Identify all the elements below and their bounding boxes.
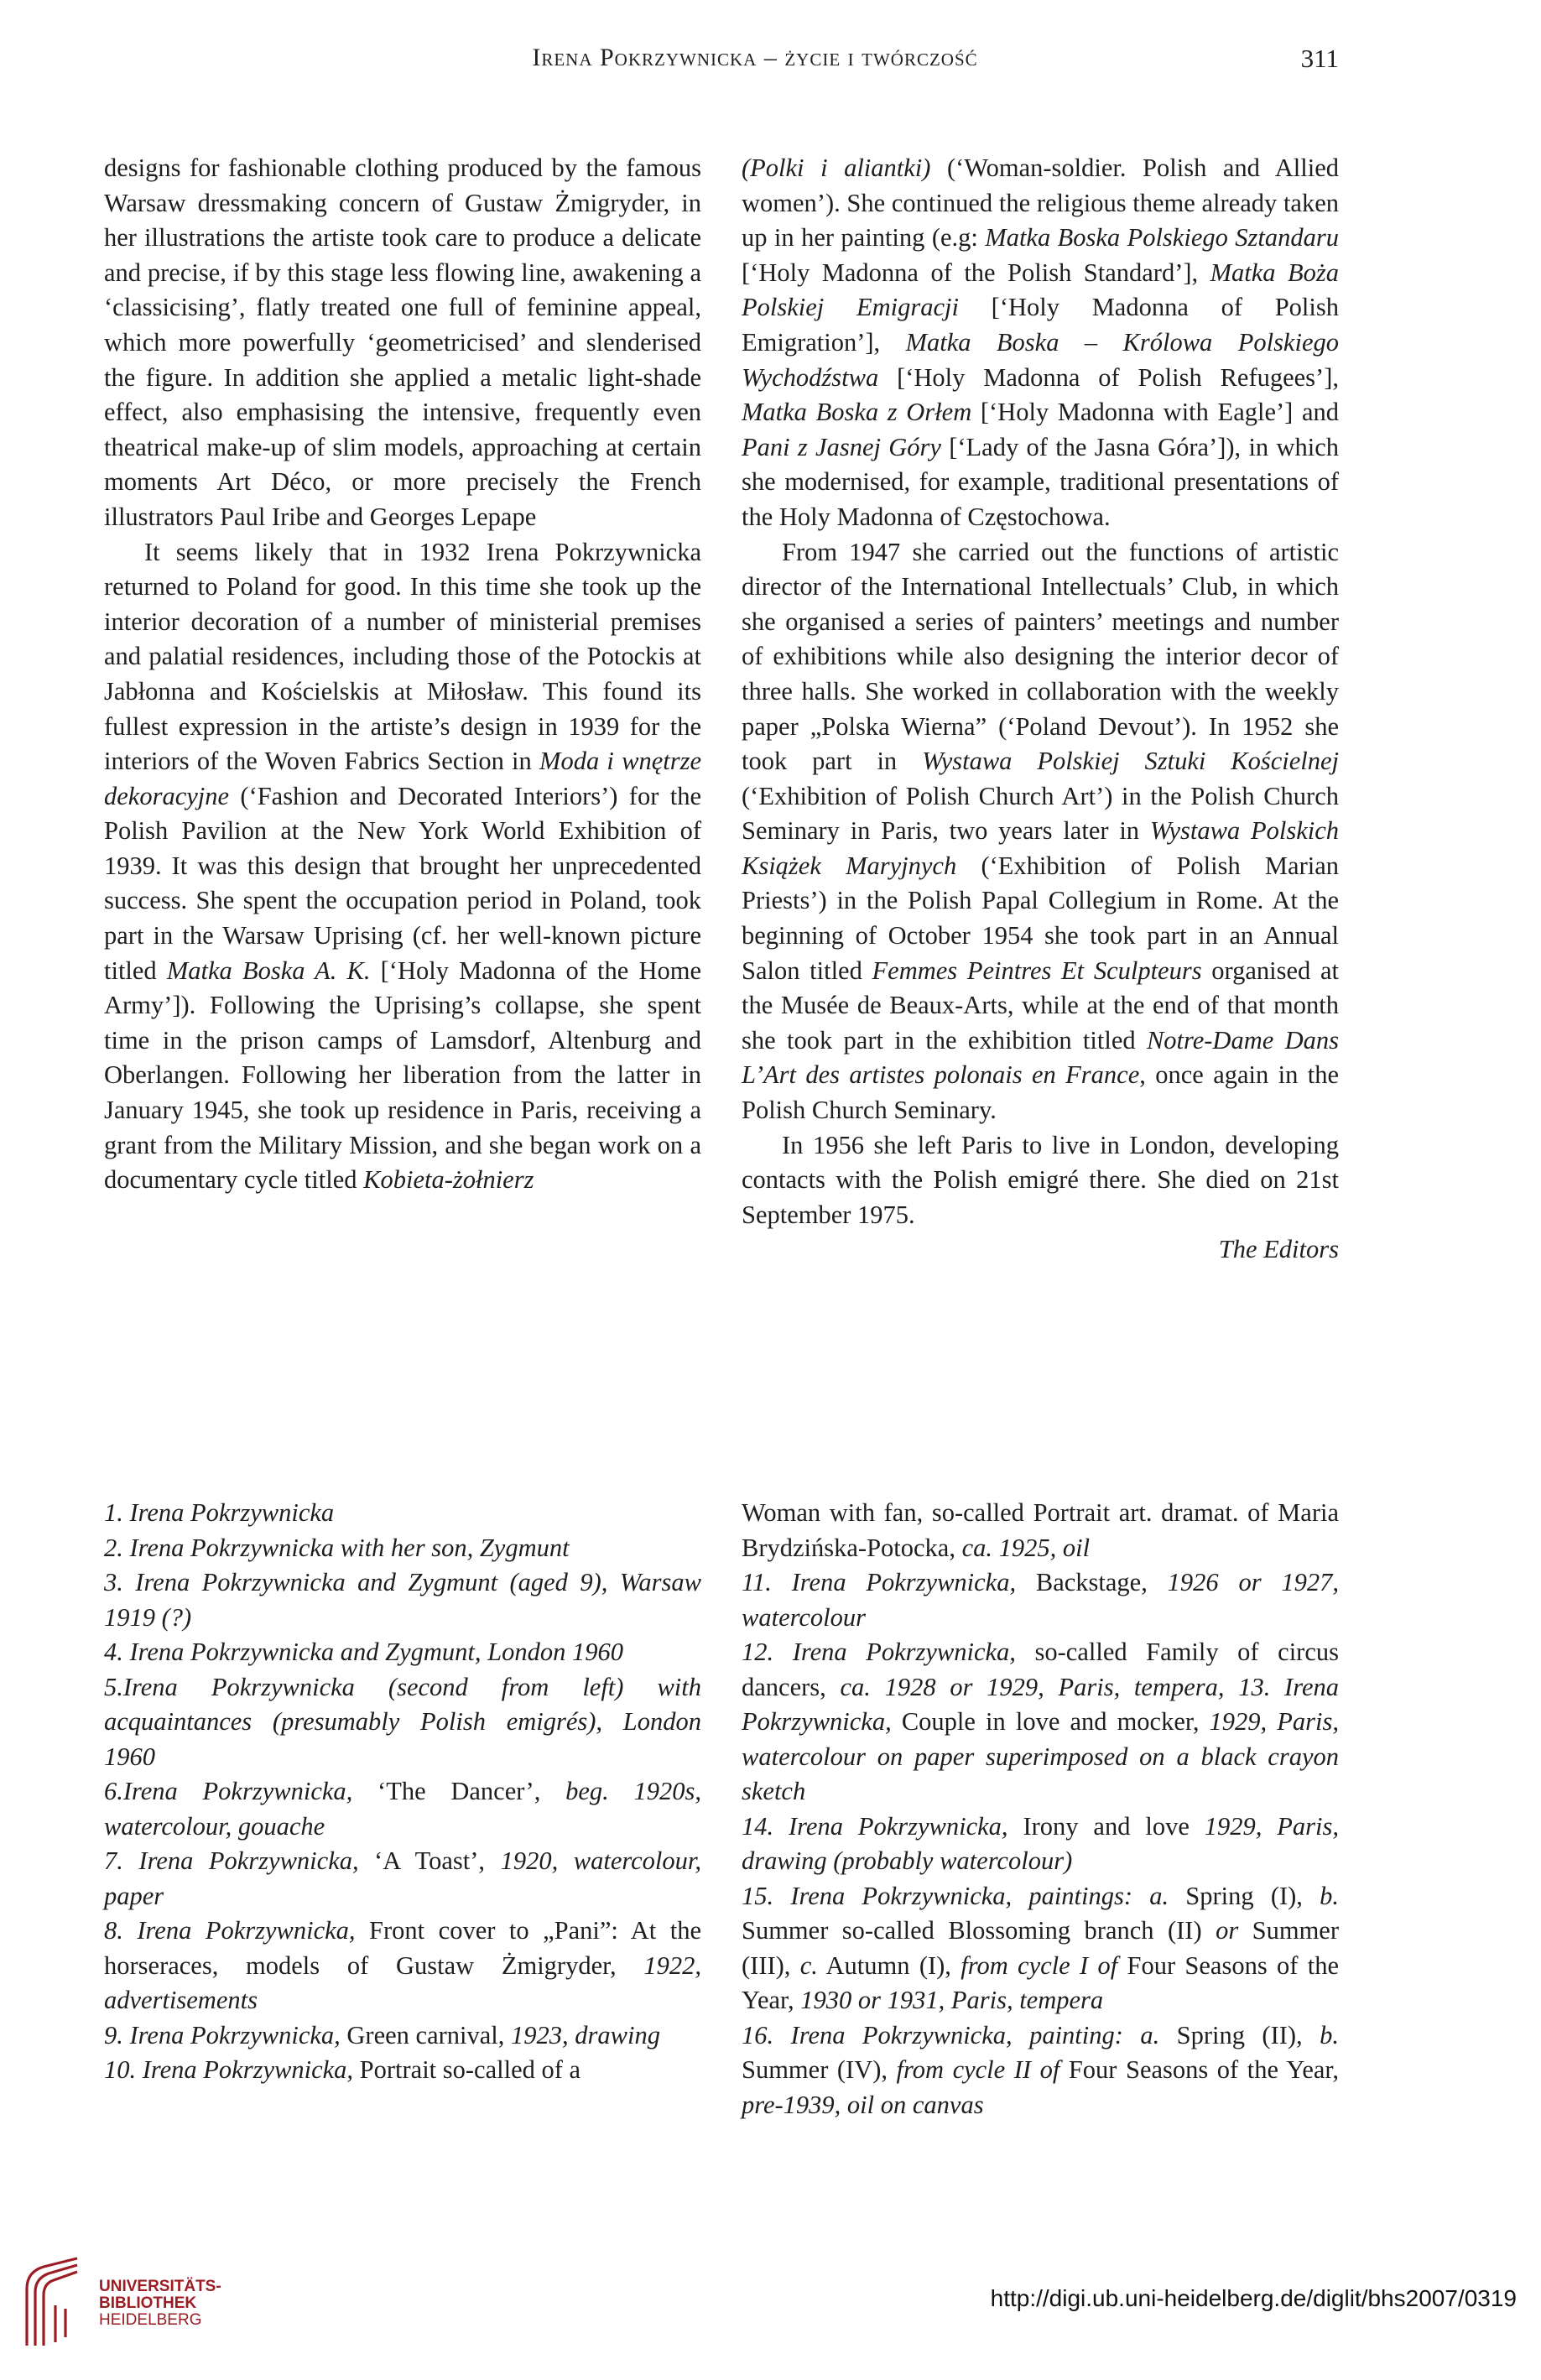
text-run: (‘Exhibition of Polish Marian Priests’) in the Polish Papal Collegium in Rome. At the beginning of October 1954 she took part in an Annual Salon titled <box>742 851 1339 985</box>
caption-text: 10. Irena Pokrzywnicka, <box>104 2055 354 2084</box>
signature-the-editors: The Editors <box>1218 1235 1339 1264</box>
caption-text: 1923, drawing <box>511 2020 660 2049</box>
caption-item <box>742 1565 1339 1635</box>
caption-text: Spring (II), <box>1159 2020 1320 2049</box>
text-run: [‘Holy Madonna with Eagle’] and <box>971 398 1339 427</box>
caption-text: 6.Irena Pokrzywnicka, <box>104 1777 353 1805</box>
caption-item <box>742 1496 1339 1565</box>
italic-title: Matka Boża Polskiej Emigracji <box>742 258 1340 322</box>
caption-text: c. <box>799 1950 818 1980</box>
caption-text: 15. Irena Pokrzywnicka, paintings: a. <box>742 1881 1169 1910</box>
library-logo-text <box>99 2278 221 2329</box>
caption-item <box>104 1844 701 1914</box>
text-run: (‘Fashion and Decorated Interiors’) for the Polish Pavilion at the New York World Exhibition of 1939. It was this design that brought her unprecedented success. She spent the occupation period in Poland, took part in the Warsaw Uprising (cf. her well-known picture titled <box>104 781 701 985</box>
logo-line: BIBLIOTHEK <box>99 2294 197 2312</box>
italic-title: Femmes Peintres Et Sculpteurs <box>872 956 1202 985</box>
caption-text: 1. Irena Pokrzywnicka <box>104 1498 335 1527</box>
caption-text: 16. Irena Pokrzywnicka, painting: a. <box>742 2020 1160 2049</box>
caption-text: b. <box>1320 1881 1339 1910</box>
text-run: [‘Holy Madonna of Polish Refugees’], <box>878 362 1339 392</box>
caption-text: pre-1939, oil on canvas <box>742 2090 984 2119</box>
caption-text: from cycle I of <box>961 1950 1118 1980</box>
caption-text: 9. Irena Pokrzywnicka, <box>104 2020 341 2049</box>
body-column-left <box>104 151 701 1198</box>
running-header <box>0 40 1541 82</box>
caption-item <box>104 2053 701 2088</box>
caption-text: Woman with fan, so-called Portrait art. dramat. of Maria Brydzińska-Potocka, <box>742 1498 1339 1562</box>
caption-text: 7. Irena Pokrzywnicka, <box>104 1846 359 1875</box>
text-run: organised at the Musée de Beaux-Arts, while at the end of that month she took part in the exhibition titled <box>742 956 1339 1055</box>
text-run: [‘Holy Madonna of the Home Army’]). Following the Uprising’s collapse, she spent time in the prison camps of Lamsdorf, Altenburg and Oberlangen. Following her liberation from the latter in January 1945, she took up residence in Paris, receiving a grant from the Military Mission, and she began work on a documentary cycle titled <box>104 956 702 1195</box>
text-run: [‘Holy Madonna of the Polish Standard’], <box>742 258 1210 287</box>
caption-text: Summer (III), <box>742 1916 1339 1980</box>
paragraph <box>742 535 1339 1128</box>
page-number: 311 <box>1300 44 1339 73</box>
caption-item <box>742 1879 1339 2018</box>
caption-text: 4. Irena Pokrzywnicka and Zygmunt, London 1960 <box>104 1638 623 1666</box>
captions-column-left <box>104 1496 701 2088</box>
captions-column-right <box>742 1496 1339 2122</box>
text-run: (‘Woman-soldier. Polish and Allied women’). She continued the religious theme already taken up in her painting (e.g: <box>742 154 1339 253</box>
paragraph: In 1956 she left Paris to live in London, developing contacts with the Polish emigré there. She died on 21st September 1975. <box>742 1130 1339 1229</box>
text-run: [‘Holy Madonna of Polish Emigration’], <box>742 293 1339 357</box>
caption-text: 12. Irena Pokrzywnicka, <box>742 1638 1016 1666</box>
caption-item <box>742 1635 1339 1810</box>
caption-text: Green carnival, <box>340 2020 512 2049</box>
library-logo-icon <box>18 2255 84 2349</box>
caption-item <box>742 1810 1339 1879</box>
logo-line: HEIDELBERG <box>99 2311 202 2329</box>
caption-text: Spring (I), <box>1169 1881 1320 1910</box>
caption-item <box>104 1914 701 2018</box>
italic-title: Pani z Jasnej Góry <box>742 432 941 461</box>
caption-text: Summer so-called Blossoming branch (II) <box>742 1916 1216 1945</box>
italic-title: Matka Boska z Orłem <box>742 398 972 427</box>
caption-text: 3. Irena Pokrzywnicka and Zygmunt (aged 9), Warsaw 1919 (?) <box>104 1568 701 1632</box>
body-column-right <box>742 151 1339 1268</box>
caption-text: Irony and love <box>1007 1811 1205 1841</box>
caption-text: 1929, Paris, watercolour on paper superimposed on a black crayon sketch <box>742 1707 1339 1805</box>
caption-text: 1922, advertisements <box>104 1950 701 2014</box>
text-run: , once again in the Polish Church Seminary. <box>742 1060 1339 1125</box>
running-title: Irena Pokrzywnicka – życie i twórczość <box>532 44 978 71</box>
caption-text: ca. 1928 or 1929, Paris, tempera, 13. Irena Pokrzywnicka, <box>742 1672 1339 1736</box>
caption-text: from cycle II of <box>896 2055 1060 2084</box>
text-run: From 1947 she carried out the functions of artistic director of the International Intellectuals’ Club, in which she organised a series of painters’ meetings and number of exhibitions while also designing the interior decor of three halls. She worked in collaboration with the weekly paper „Polska Wierna” (‘Poland Devout’). In 1952 she took part in <box>742 537 1339 776</box>
caption-item <box>742 2018 1339 2123</box>
caption-text: so-called Family of circus dancers, <box>742 1638 1339 1701</box>
caption-text: 14. Irena Pokrzywnicka, <box>742 1811 1008 1841</box>
caption-item <box>104 1496 701 1531</box>
caption-item <box>104 1531 701 1566</box>
caption-text: Four Seasons of the Year, <box>1059 2055 1339 2084</box>
caption-text: Front cover to „Pani”: At the horseraces, models of Gustaw Żmigryder, <box>104 1916 701 1980</box>
italic-title: Moda i wnętrze dekoracyjne <box>104 747 702 810</box>
italic-title: Wystawa Polskich Książek Maryjnych <box>742 816 1339 880</box>
paragraph <box>104 535 701 1198</box>
logo-line: UNIVERSITÄTS- <box>99 2278 221 2295</box>
caption-text: Summer (IV), <box>742 2055 897 2084</box>
caption-text: 5.Irena Pokrzywnicka (second from left) with acquaintances (presumably Polish emigrés), London 1960 <box>104 1672 701 1771</box>
caption-item <box>104 2018 701 2054</box>
italic-title: Matka Boska Polskiego Sztandaru <box>985 223 1339 253</box>
paragraph: designs for fashionable clothing produced by the famous Warsaw dressmaking concern of Gustaw Żmigryder, in her illustrations the artiste took care to produce a delicate and precise, if by this stage less flowing line, awakening a ‘classicising’, flatly treated one full of feminine appeal, which more powerfully ‘geometricised’ and slenderised the figure. In addition she applied a metalic light-shade effect, also emphasising the intensive, frequently even theatrical make-up of slim models, approaching at certain moments Art Déco, or more precisely the French illustrators Paul Iribe and Georges Lepape <box>104 154 701 531</box>
caption-item <box>104 1635 701 1670</box>
caption-text: 2. Irena Pokrzywnicka with her son, Zygmunt <box>104 1533 570 1562</box>
library-logo[interactable] <box>18 2255 237 2356</box>
italic-title: Matka Boska A. K. <box>166 956 371 985</box>
text-run: (‘Exhibition of Polish Church Art’) in the Polish Church Seminary in Paris, two years later in <box>742 781 1339 846</box>
italic-title: Kobieta-żołnierz <box>363 1165 534 1195</box>
caption-text: Four Seasons of the Year, <box>742 1950 1339 2014</box>
caption-item <box>104 1565 701 1635</box>
paragraph <box>742 151 1339 535</box>
caption-text: ca. 1925, oil <box>961 1533 1091 1562</box>
caption-text: 1920, watercolour, paper <box>104 1846 701 1910</box>
caption-text: 11. Irena Pokrzywnicka, <box>742 1568 1017 1596</box>
caption-text: b. <box>1320 2020 1339 2049</box>
caption-text: 8. Irena Pokrzywnicka, <box>104 1916 356 1945</box>
text-run: [‘Lady of the Jasna Góra’]), in which she modernised, for example, traditional presentations of the Holy Madonna of Częstochowa. <box>742 432 1339 531</box>
caption-text: 1930 or 1931, Paris, tempera <box>800 1986 1104 2014</box>
caption-text: Autumn (I), <box>817 1950 961 1980</box>
italic-title: Notre-Dame Dans L’Art des artistes polonais en France <box>742 1025 1339 1090</box>
caption-item <box>104 1670 701 1775</box>
italic-title: Matka Boska – Królowa Polskiego Wychodźstwa <box>742 327 1339 392</box>
caption-item <box>104 1774 701 1844</box>
italic-title: (Polki i aliantki) <box>742 154 931 182</box>
caption-text: ‘The Dancer’, <box>352 1777 566 1805</box>
caption-text: 1926 or 1927, watercolour <box>742 1568 1339 1632</box>
caption-text: 1929, Paris, drawing (probably watercolour) <box>742 1811 1339 1875</box>
caption-text: Couple in love and mocker, <box>891 1707 1210 1736</box>
text-run: It seems likely that in 1932 Irena Pokrzywnicka returned to Poland for good. In this time she took up the interior decoration of a number of ministerial premises and palatial residences, including those of the Potockis at Jabłonna and Kościelskis at Miłosław. This found its fullest expression in the artiste’s design in 1939 for the interiors of the Woven Fabrics Section in <box>104 537 701 776</box>
source-url-link[interactable]: http://digi.ub.uni-heidelberg.de/diglit/bhs2007/0319 <box>990 2285 1517 2311</box>
italic-title: Wystawa Polskiej Sztuki Kościelnej <box>922 747 1339 776</box>
caption-text: beg. 1920s, watercolour, gouache <box>104 1777 701 1841</box>
caption-text: Portrait so-called of a <box>353 2055 581 2084</box>
caption-text: or <box>1216 1916 1239 1945</box>
caption-text: ‘A Toast’, <box>358 1846 501 1875</box>
caption-text: Backstage, <box>1016 1568 1168 1596</box>
